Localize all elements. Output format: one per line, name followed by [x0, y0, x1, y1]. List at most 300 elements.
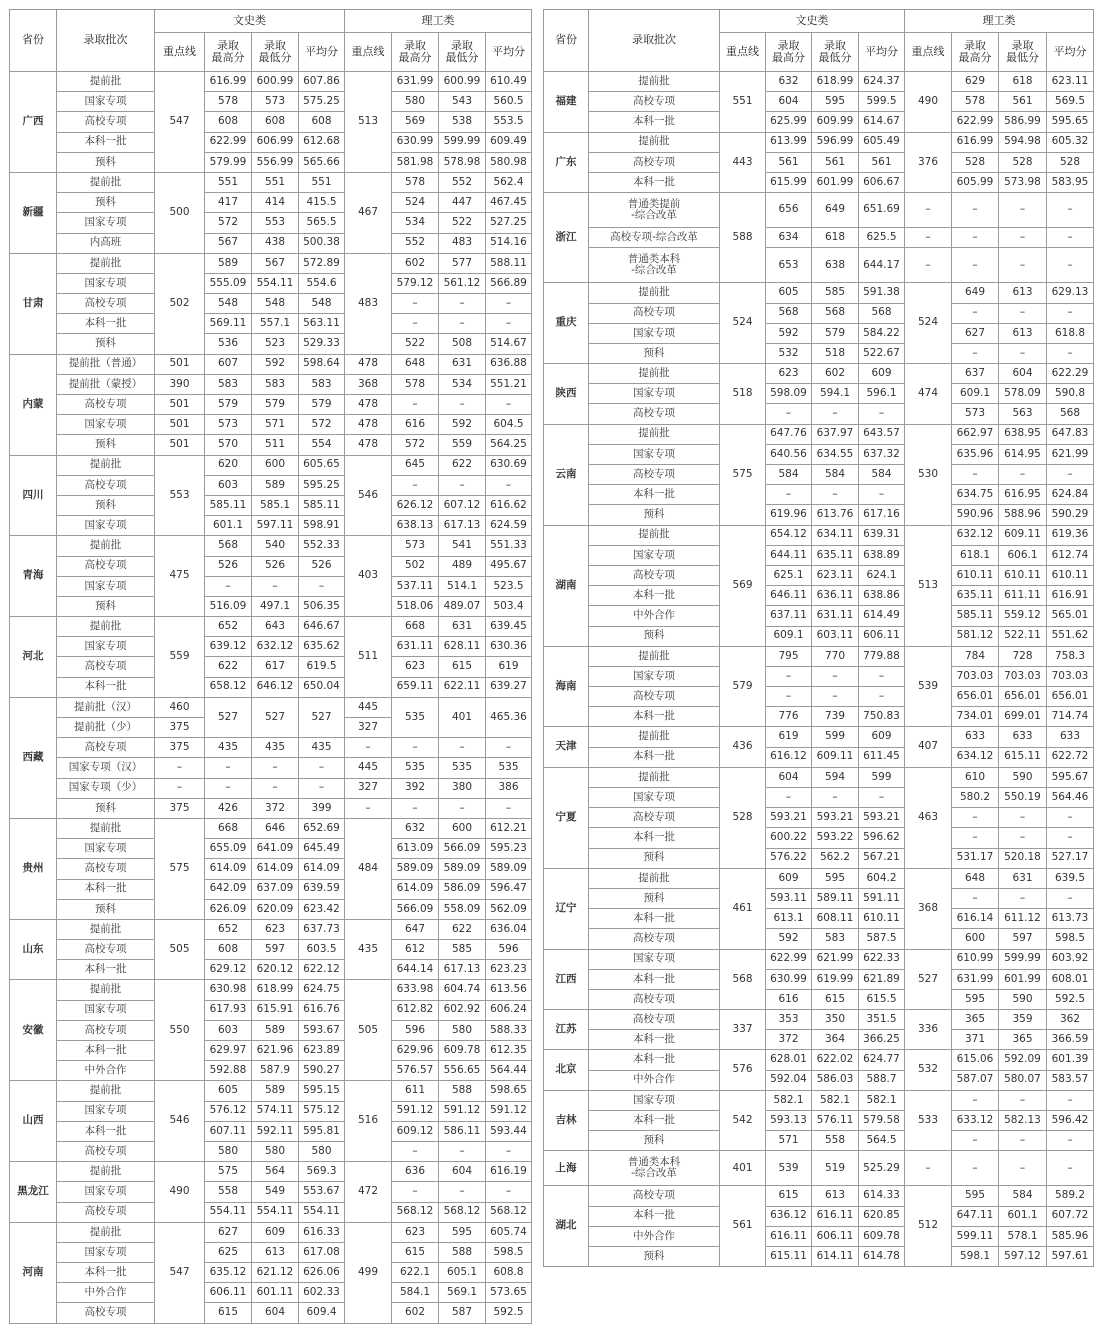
ligong-max-cell: 627: [952, 323, 999, 343]
ligong-max-cell: 568.12: [392, 1202, 439, 1222]
ligong-min-cell: 609.11: [999, 525, 1047, 545]
ligong-max-cell: 622.99: [952, 112, 999, 132]
ligong-min-cell: 586.11: [439, 1121, 486, 1141]
ligong-max-cell: 573: [392, 536, 439, 556]
ligong-max-cell: –: [952, 465, 999, 485]
batch-cell: 提前批: [57, 455, 155, 475]
ligong-max-cell: 659.11: [392, 677, 439, 697]
wenshi-min-cell: 614.11: [812, 1246, 859, 1266]
ligong-max-cell: 734.01: [952, 707, 999, 727]
wenshi-keyline-cell: 505: [155, 919, 205, 980]
ligong-avg-cell: –: [486, 314, 532, 334]
ligong-max-cell: 392: [392, 778, 439, 798]
ligong-keyline-cell: 445: [345, 758, 392, 778]
ligong-min-cell: 613: [999, 283, 1047, 303]
wenshi-keyline-cell: 490: [155, 1162, 205, 1223]
wenshi-avg-cell: 529.33: [299, 334, 345, 354]
wenshi-min-cell: 586.03: [812, 1070, 859, 1090]
wenshi-max-cell: 578: [205, 92, 252, 112]
province-cell: 广东: [544, 132, 589, 193]
province-cell: 吉林: [544, 1090, 589, 1151]
ligong-avg-cell: –: [1047, 193, 1094, 228]
ligong-avg-cell: 568.12: [486, 1202, 532, 1222]
wenshi-keyline-cell: 501: [155, 435, 205, 455]
wenshi-avg-cell: 598.64: [299, 354, 345, 374]
ligong-max-header: 录取 最高分: [392, 33, 439, 72]
batch-cell: 提前批: [57, 72, 155, 92]
wenshi-max-cell: 592.88: [205, 1061, 252, 1081]
table-row: [10, 273, 532, 293]
table-row: [544, 909, 1094, 929]
wenshi-min-cell: 635.11: [812, 545, 859, 565]
ligong-max-cell: 631.99: [392, 72, 439, 92]
wenshi-keyline-header: 重点线: [720, 33, 766, 72]
wenshi-max-cell: 609.1: [766, 626, 812, 646]
ligong-avg-cell: 630.36: [486, 637, 532, 657]
batch-cell: 本科一批: [589, 707, 720, 727]
wenshi-min-cell: 585.1: [252, 495, 299, 515]
table-row: [10, 1202, 532, 1222]
wenshi-max-header: 录取 最高分: [766, 33, 812, 72]
ligong-min-cell: 550.19: [999, 788, 1047, 808]
table-row: [10, 1263, 532, 1283]
wenshi-avg-cell: 621.89: [859, 969, 905, 989]
ligong-avg-cell: –: [486, 1182, 532, 1202]
batch-cell: 本科一批: [589, 172, 720, 192]
wenshi-min-cell: 615: [812, 989, 859, 1009]
wenshi-max-cell: 795: [766, 646, 812, 666]
wenshi-min-cell: 558: [812, 1131, 859, 1151]
ligong-avg-cell: –: [1047, 808, 1094, 828]
wenshi-max-cell: –: [205, 576, 252, 596]
ligong-max-cell: –: [952, 228, 999, 248]
wenshi-max-cell: 623: [766, 364, 812, 384]
ligong-max-cell: 602: [392, 1303, 439, 1323]
batch-cell: 中外合作: [589, 1070, 720, 1090]
batch-cell: 本科一批: [589, 1050, 720, 1070]
table-row: [544, 929, 1094, 949]
ligong-max-cell: 605.99: [952, 172, 999, 192]
ligong-min-cell: 359: [999, 1010, 1047, 1030]
ligong-min-cell: –: [439, 798, 486, 818]
ligong-max-cell: 616.99: [952, 132, 999, 152]
wenshi-avg-cell: 579: [299, 395, 345, 415]
wenshi-max-cell: –: [766, 485, 812, 505]
ligong-avg-cell: 604.5: [486, 415, 532, 435]
table-row: [544, 1186, 1094, 1206]
wenshi-avg-cell: –: [859, 404, 905, 424]
wenshi-max-cell: 604: [766, 767, 812, 787]
batch-cell: 提前批（少）: [57, 718, 155, 738]
ligong-avg-cell: 467.45: [486, 193, 532, 213]
ligong-keyline-cell: 467: [345, 172, 392, 253]
ligong-keyline-cell: 546: [345, 455, 392, 536]
wenshi-keyline-cell: 375: [155, 798, 205, 818]
ligong-max-cell: 534: [392, 213, 439, 233]
ligong-max-cell: –: [952, 808, 999, 828]
table-row: [544, 323, 1094, 343]
ligong-max-cell: 589.09: [392, 859, 439, 879]
wenshi-max-cell: 603: [205, 1020, 252, 1040]
batch-cell: 国家专项: [589, 949, 720, 969]
wenshi-avg-cell: –: [859, 666, 905, 686]
batch-cell: 中外合作: [57, 1061, 155, 1081]
wenshi-max-cell: 554.11: [205, 1202, 252, 1222]
wenshi-max-cell: 575: [205, 1162, 252, 1182]
wenshi-avg-cell: 572.89: [299, 253, 345, 273]
wenshi-max-cell: 435: [205, 738, 252, 758]
ligong-keyline-cell: 516: [345, 1081, 392, 1162]
ligong-avg-cell: 590.8: [1047, 384, 1094, 404]
ligong-avg-cell: 703.03: [1047, 666, 1094, 686]
wenshi-keyline-cell: 559: [155, 617, 205, 698]
ligong-avg-cell: 598.5: [486, 1242, 532, 1262]
wenshi-keyline-cell: 501: [155, 354, 205, 374]
ligong-max-cell: 634.75: [952, 485, 999, 505]
wenshi-min-cell: 616.11: [812, 1206, 859, 1226]
ligong-avg-cell: 596: [486, 940, 532, 960]
wenshi-min-cell: 556.99: [252, 152, 299, 172]
ligong-max-cell: –: [952, 193, 999, 228]
table-row: [544, 666, 1094, 686]
wenshi-max-cell: 646.11: [766, 586, 812, 606]
batch-cell: 本科一批: [57, 1121, 155, 1141]
wenshi-header: 文史类: [155, 10, 345, 33]
ligong-min-cell: 552: [439, 172, 486, 192]
ligong-min-header: 录取 最低分: [439, 33, 486, 72]
wenshi-header: 文史类: [720, 10, 905, 33]
ligong-max-cell: 610.11: [952, 565, 999, 585]
ligong-min-cell: 615: [439, 657, 486, 677]
batch-cell: 国家专项: [57, 637, 155, 657]
table-row: [544, 989, 1094, 1009]
ligong-avg-cell: 583.95: [1047, 172, 1094, 192]
table-row: [10, 697, 532, 717]
table-row: [10, 415, 532, 435]
ligong-min-cell: 543: [439, 92, 486, 112]
wenshi-min-cell: –: [252, 576, 299, 596]
ligong-min-cell: 601.99: [999, 969, 1047, 989]
wenshi-min-cell: 350: [812, 1010, 859, 1030]
batch-cell: 本科一批: [589, 828, 720, 848]
wenshi-avg-cell: 635.62: [299, 637, 345, 657]
wenshi-min-cell: 606.99: [252, 132, 299, 152]
batch-cell: 预科: [589, 343, 720, 363]
ligong-avg-cell: 527.25: [486, 213, 532, 233]
table-row: [10, 839, 532, 859]
table-row: [544, 687, 1094, 707]
province-cell: 重庆: [544, 283, 589, 364]
wenshi-min-cell: 583: [812, 929, 859, 949]
wenshi-max-cell: 616: [766, 989, 812, 1009]
wenshi-max-cell: 613.99: [766, 132, 812, 152]
ligong-max-cell: 623: [392, 1222, 439, 1242]
wenshi-min-cell: 562.2: [812, 848, 859, 868]
ligong-max-cell: –: [392, 395, 439, 415]
batch-cell: 本科一批: [589, 1030, 720, 1050]
wenshi-min-cell: 615.91: [252, 1000, 299, 1020]
table-row: [544, 283, 1094, 303]
wenshi-max-header: 录取 最高分: [205, 33, 252, 72]
ligong-min-cell: 577: [439, 253, 486, 273]
batch-cell: 普通类提前 -综合改革: [589, 193, 720, 228]
batch-cell: 国家专项（少）: [57, 778, 155, 798]
wenshi-min-cell: 587.9: [252, 1061, 299, 1081]
ligong-avg-header: 平均分: [486, 33, 532, 72]
wenshi-max-cell: 615.11: [766, 1246, 812, 1266]
table-row: [544, 788, 1094, 808]
wenshi-avg-cell: 614.78: [859, 1246, 905, 1266]
ligong-max-cell: 578: [392, 172, 439, 192]
batch-cell: 提前批: [57, 980, 155, 1000]
ligong-avg-cell: –: [1047, 343, 1094, 363]
wenshi-min-cell: 646: [252, 818, 299, 838]
ligong-avg-cell: 595.67: [1047, 767, 1094, 787]
batch-cell: 预科: [57, 596, 155, 616]
ligong-keyline-cell: 403: [345, 536, 392, 617]
wenshi-min-cell: 614.09: [252, 859, 299, 879]
ligong-min-cell: 563: [999, 404, 1047, 424]
table-row: [544, 424, 1094, 444]
wenshi-min-cell: 576.11: [812, 1111, 859, 1131]
batch-cell: 中外合作: [589, 606, 720, 626]
table-row: [10, 1162, 532, 1182]
ligong-keyline-cell: –: [905, 193, 952, 228]
ligong-max-cell: 531.17: [952, 848, 999, 868]
table-row: [544, 747, 1094, 767]
table-row: [10, 395, 532, 415]
wenshi-max-cell: 601.1: [205, 516, 252, 536]
batch-cell: 提前批: [57, 1222, 155, 1242]
ligong-avg-cell: 362: [1047, 1010, 1094, 1030]
wenshi-min-cell: 617: [252, 657, 299, 677]
ligong-min-cell: 578.1: [999, 1226, 1047, 1246]
ligong-avg-cell: 622.72: [1047, 747, 1094, 767]
wenshi-min-cell: 641.09: [252, 839, 299, 859]
wenshi-avg-cell: 651.69: [859, 193, 905, 228]
wenshi-max-cell: 548: [205, 294, 252, 314]
batch-header: 录取批次: [57, 10, 155, 72]
wenshi-min-cell: 618: [812, 228, 859, 248]
wenshi-max-cell: 527: [205, 697, 252, 737]
ligong-min-cell: 617.13: [439, 516, 486, 536]
batch-cell: 内高班: [57, 233, 155, 253]
table-row: [544, 228, 1094, 248]
ligong-keyline-cell: 376: [905, 132, 952, 193]
batch-cell: 本科一批: [589, 747, 720, 767]
ligong-avg-cell: 616.91: [1047, 586, 1094, 606]
table-row: [544, 727, 1094, 747]
wenshi-min-cell: 634.55: [812, 444, 859, 464]
wenshi-min-cell: 564: [252, 1162, 299, 1182]
wenshi-avg-cell: 500.38: [299, 233, 345, 253]
wenshi-max-cell: 572: [205, 213, 252, 233]
wenshi-avg-cell: 563.11: [299, 314, 345, 334]
wenshi-max-cell: 615: [766, 1186, 812, 1206]
wenshi-avg-cell: 614.49: [859, 606, 905, 626]
table-row: [10, 1041, 532, 1061]
wenshi-avg-cell: 603.5: [299, 940, 345, 960]
wenshi-keyline-cell: 547: [155, 72, 205, 173]
batch-cell: 国家专项: [57, 839, 155, 859]
table-row: [544, 1131, 1094, 1151]
province-cell: 江西: [544, 949, 589, 1010]
ligong-min-cell: 622: [439, 919, 486, 939]
table-row: [10, 536, 532, 556]
ligong-max-cell: –: [392, 738, 439, 758]
ligong-max-cell: 569: [392, 112, 439, 132]
wenshi-avg-cell: 583: [299, 374, 345, 394]
ligong-max-cell: –: [392, 798, 439, 818]
table-row: [544, 1226, 1094, 1246]
ligong-avg-cell: –: [486, 738, 532, 758]
ligong-min-cell: –: [999, 1090, 1047, 1110]
wenshi-avg-cell: 637.73: [299, 919, 345, 939]
wenshi-min-cell: 584: [812, 465, 859, 485]
batch-cell: 提前批: [57, 1081, 155, 1101]
batch-cell: 国家专项: [589, 323, 720, 343]
batch-cell: 提前批（普通）: [57, 354, 155, 374]
wenshi-avg-cell: 506.35: [299, 596, 345, 616]
wenshi-min-cell: 609.99: [812, 112, 859, 132]
wenshi-max-cell: 609: [766, 868, 812, 888]
ligong-avg-cell: –: [1047, 303, 1094, 323]
table-row: [544, 1030, 1094, 1050]
wenshi-avg-cell: 595.15: [299, 1081, 345, 1101]
wenshi-max-cell: 561: [766, 152, 812, 172]
ligong-max-cell: 615.06: [952, 1050, 999, 1070]
wenshi-avg-cell: –: [299, 778, 345, 798]
batch-cell: 高校专项: [589, 1010, 720, 1030]
ligong-max-cell: 600: [952, 929, 999, 949]
wenshi-avg-cell: 415.5: [299, 193, 345, 213]
wenshi-min-cell: 620.09: [252, 899, 299, 919]
ligong-min-cell: 611.12: [999, 909, 1047, 929]
ligong-min-cell: 489: [439, 556, 486, 576]
wenshi-min-cell: 526: [252, 556, 299, 576]
wenshi-avg-cell: 779.88: [859, 646, 905, 666]
batch-cell: 高校专项: [57, 1303, 155, 1323]
wenshi-min-cell: 739: [812, 707, 859, 727]
ligong-avg-cell: 714.74: [1047, 707, 1094, 727]
wenshi-min-cell: 574.11: [252, 1101, 299, 1121]
wenshi-avg-cell: 604.2: [859, 868, 905, 888]
ligong-max-cell: 636: [392, 1162, 439, 1182]
wenshi-max-cell: 634: [766, 228, 812, 248]
wenshi-min-header: 录取 最低分: [812, 33, 859, 72]
wenshi-avg-cell: 612.68: [299, 132, 345, 152]
table-row: [10, 1000, 532, 1020]
wenshi-min-cell: 527: [252, 697, 299, 737]
wenshi-max-cell: 532: [766, 343, 812, 363]
wenshi-avg-cell: 593.21: [859, 808, 905, 828]
ligong-max-cell: 647: [392, 919, 439, 939]
ligong-max-cell: –: [392, 1141, 439, 1161]
ligong-avg-cell: 596.42: [1047, 1111, 1094, 1131]
batch-cell: 高校专项: [57, 940, 155, 960]
wenshi-avg-cell: 617.08: [299, 1242, 345, 1262]
wenshi-min-cell: 414: [252, 193, 299, 213]
table-row: [544, 1070, 1094, 1090]
ligong-max-cell: 576.57: [392, 1061, 439, 1081]
ligong-avg-cell: 629.13: [1047, 283, 1094, 303]
ligong-avg-cell: 386: [486, 778, 532, 798]
wenshi-avg-cell: 608: [299, 112, 345, 132]
ligong-avg-header: 平均分: [1047, 33, 1094, 72]
ligong-max-cell: –: [392, 1182, 439, 1202]
ligong-min-cell: 589.09: [439, 859, 486, 879]
table-row: [544, 1246, 1094, 1266]
wenshi-max-cell: 625: [205, 1242, 252, 1262]
ligong-keyline-cell: 368: [905, 868, 952, 949]
wenshi-max-cell: 626.09: [205, 899, 252, 919]
wenshi-max-cell: 625.99: [766, 112, 812, 132]
wenshi-keyline-cell: 528: [720, 767, 766, 868]
ligong-min-cell: 566.09: [439, 839, 486, 859]
wenshi-avg-cell: 399: [299, 798, 345, 818]
wenshi-max-cell: 616.11: [766, 1226, 812, 1246]
wenshi-avg-cell: 624.77: [859, 1050, 905, 1070]
province-cell: 云南: [544, 424, 589, 525]
wenshi-avg-cell: 644.17: [859, 248, 905, 283]
ligong-avg-cell: –: [1047, 828, 1094, 848]
ligong-max-cell: 610: [952, 767, 999, 787]
wenshi-max-cell: 630.98: [205, 980, 252, 1000]
batch-cell: 普通类本科 -综合改革: [589, 1151, 720, 1186]
wenshi-max-cell: 630.99: [766, 969, 812, 989]
wenshi-max-cell: –: [766, 687, 812, 707]
ligong-min-cell: 514.1: [439, 576, 486, 596]
wenshi-min-cell: 582.1: [812, 1090, 859, 1110]
table-row: [10, 1182, 532, 1202]
wenshi-avg-cell: 610.11: [859, 909, 905, 929]
wenshi-avg-cell: –: [299, 758, 345, 778]
wenshi-keyline-cell: 461: [720, 868, 766, 949]
ligong-header: 理工类: [905, 10, 1094, 33]
wenshi-avg-cell: 351.5: [859, 1010, 905, 1030]
wenshi-avg-cell: 624.37: [859, 72, 905, 92]
province-cell: 黑龙江: [10, 1162, 57, 1223]
wenshi-max-cell: 607: [205, 354, 252, 374]
province-cell: 天津: [544, 727, 589, 767]
wenshi-min-cell: 593.21: [812, 808, 859, 828]
table-row: [10, 859, 532, 879]
batch-cell: 提前批: [589, 283, 720, 303]
table-row: [544, 848, 1094, 868]
wenshi-max-cell: 627: [205, 1222, 252, 1242]
batch-cell: 提前批: [57, 919, 155, 939]
wenshi-min-cell: 364: [812, 1030, 859, 1050]
score-table-right: [543, 9, 1094, 1267]
ligong-min-cell: 522: [439, 213, 486, 233]
batch-cell: 提前批: [57, 818, 155, 838]
ligong-max-cell: 528: [952, 152, 999, 172]
ligong-avg-cell: 621.99: [1047, 444, 1094, 464]
wenshi-avg-cell: 623.42: [299, 899, 345, 919]
wenshi-max-cell: 555.09: [205, 273, 252, 293]
wenshi-avg-cell: 622.12: [299, 960, 345, 980]
table-row: [544, 248, 1094, 283]
ligong-avg-cell: 568: [1047, 404, 1094, 424]
ligong-avg-cell: 560.5: [486, 92, 532, 112]
wenshi-avg-cell: 598.91: [299, 516, 345, 536]
table-row: [10, 960, 532, 980]
province-cell: 宁夏: [544, 767, 589, 868]
ligong-max-cell: 602: [392, 253, 439, 273]
table-row: [10, 1303, 532, 1323]
table-row: [10, 92, 532, 112]
batch-cell: 中外合作: [57, 1283, 155, 1303]
